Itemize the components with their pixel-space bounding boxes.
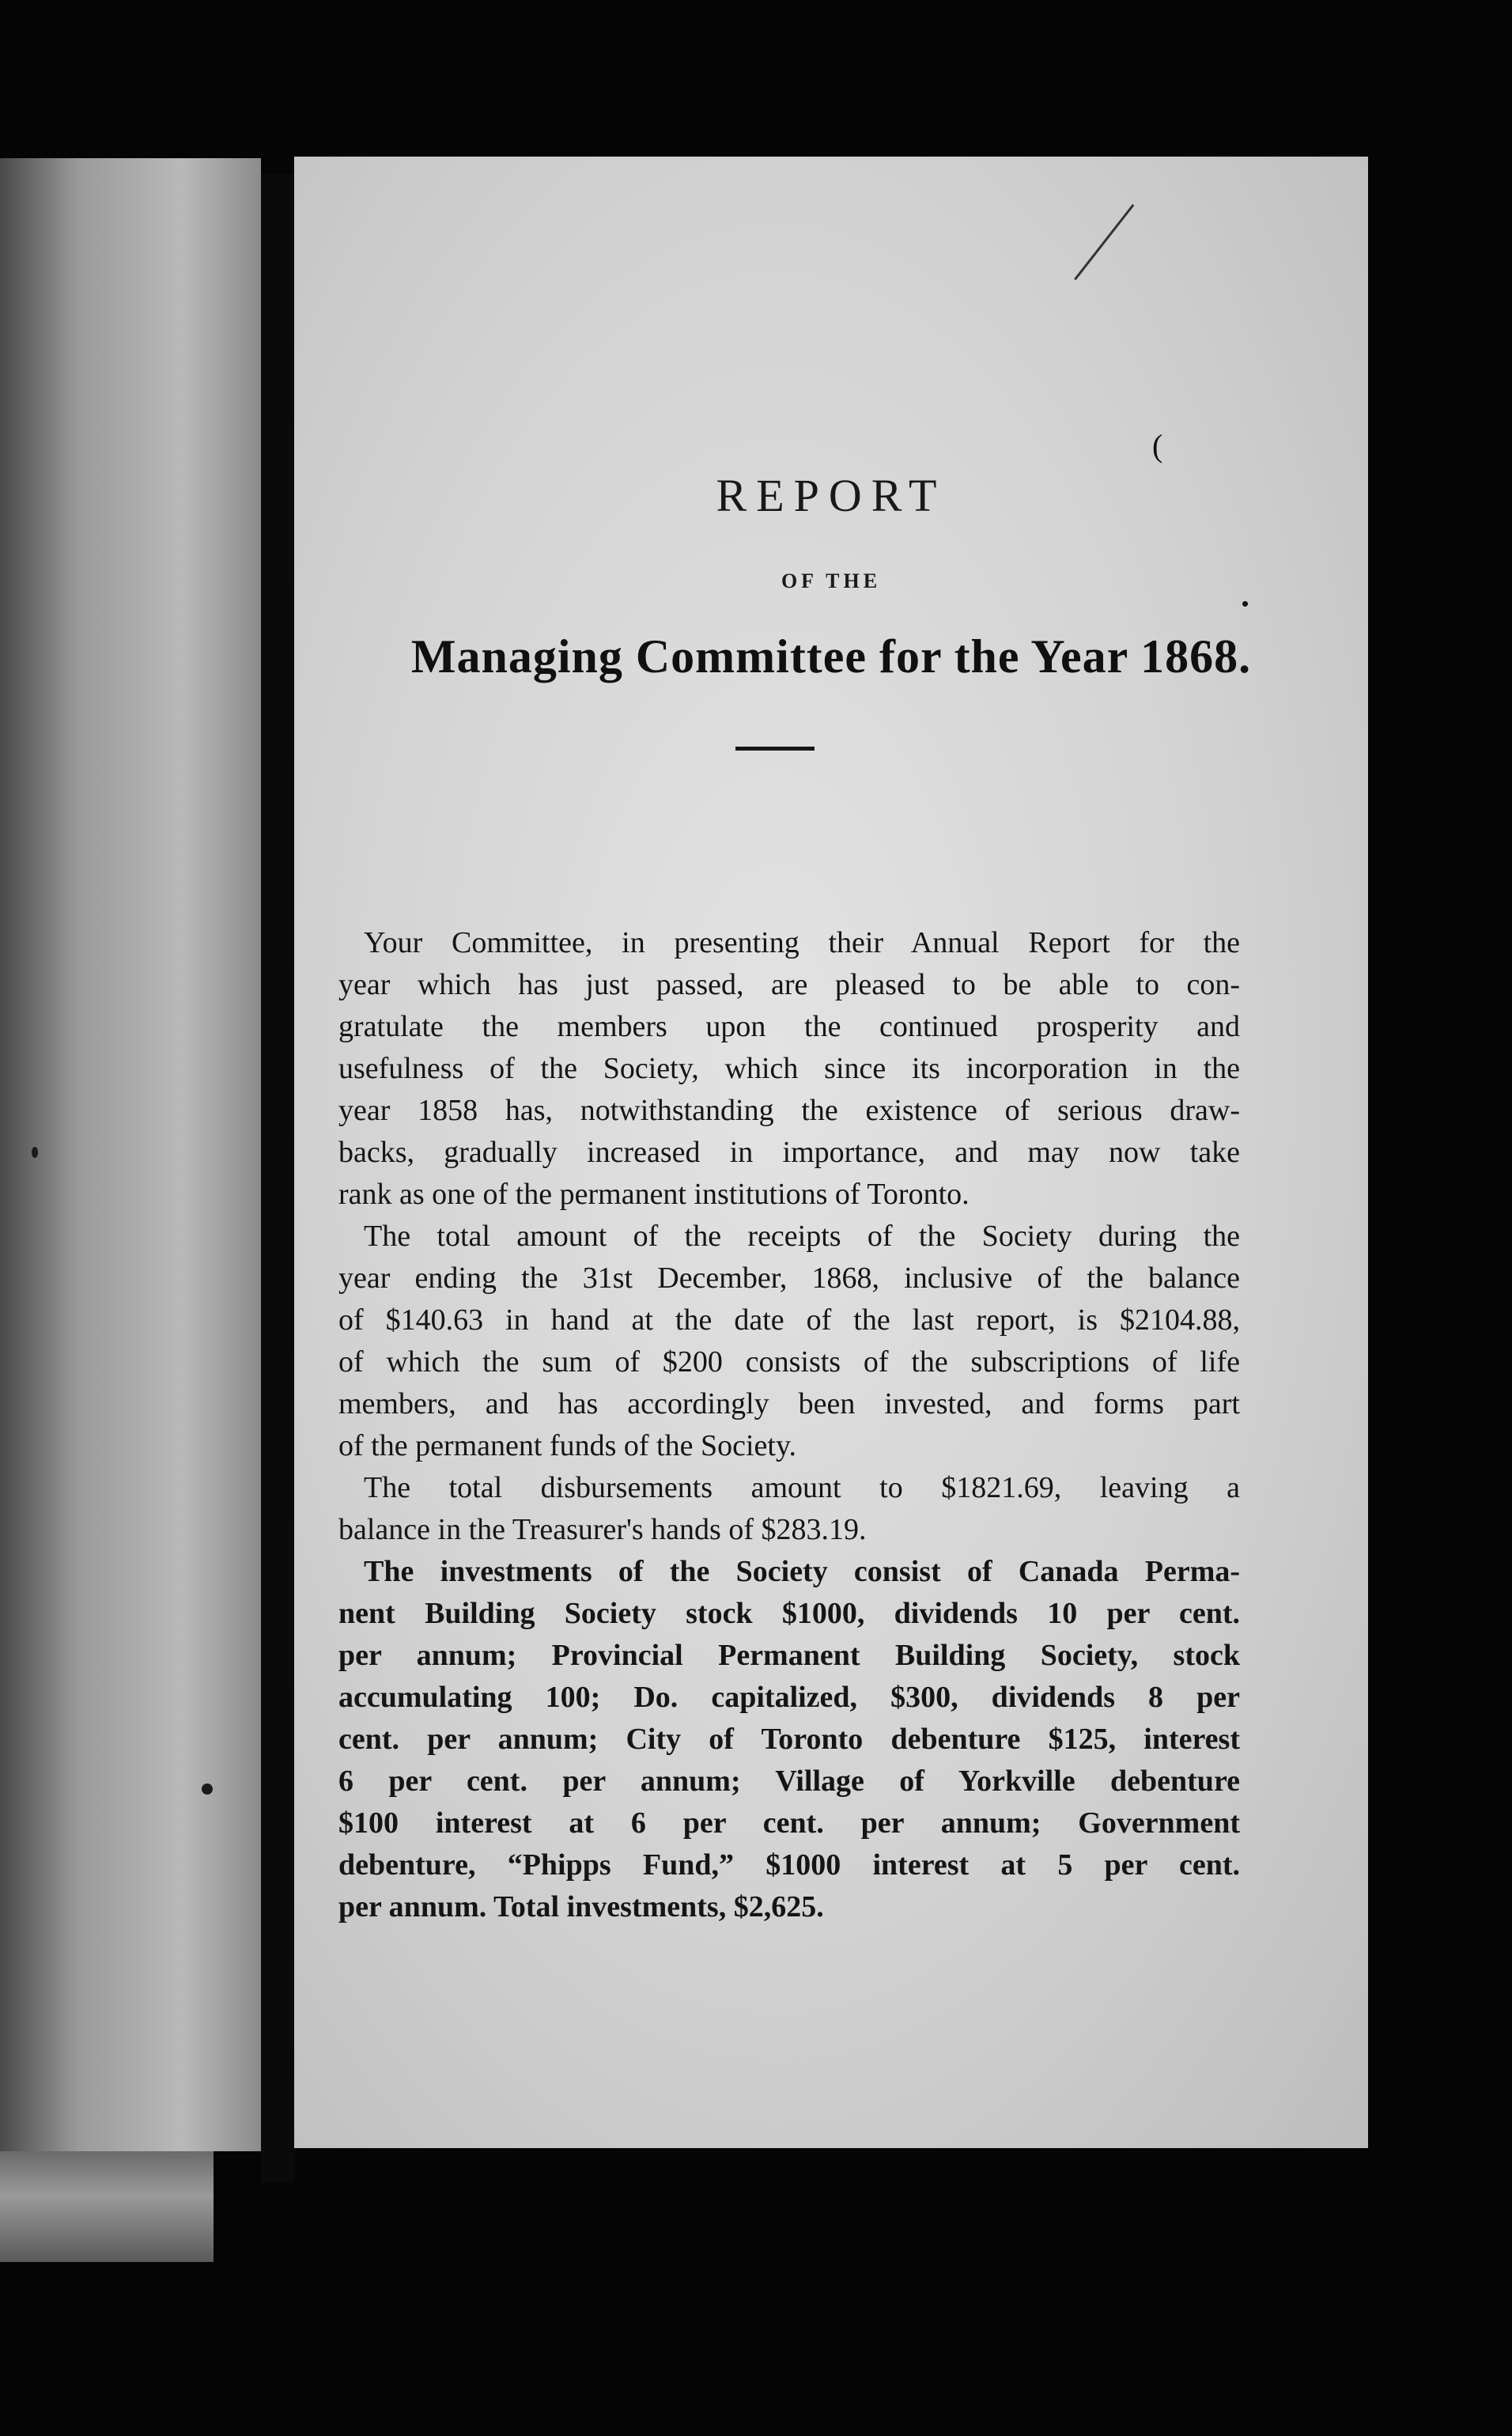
- paragraph-introduction: [338, 922, 1240, 1216]
- text-line: members, and has accordingly been invested, and forms part: [338, 1387, 1240, 1420]
- text-line: year 1858 has, notwithstanding the existence of serious draw-: [338, 1094, 1240, 1127]
- paragraph-receipts: [338, 1216, 1240, 1467]
- binding-gutter: [261, 174, 294, 2183]
- document-page: [294, 157, 1368, 2148]
- text-line: of which the sum of $200 consists of the subscriptions of life: [338, 1345, 1240, 1379]
- text-line: per annum; Provincial Permanent Building Society, stock: [338, 1639, 1240, 1672]
- text-line: balance in the Treasurer's hands of $283.19.: [338, 1513, 867, 1546]
- text-line: year ending the 31st December, 1868, inclusive of the balance: [338, 1262, 1240, 1295]
- report-body: [338, 922, 1240, 1928]
- text-line: backs, gradually increased in importance, and may now take: [338, 1136, 1240, 1169]
- paragraph-disbursements: [338, 1467, 1240, 1551]
- left-page-strip: [0, 2151, 214, 2262]
- title-rule: [735, 747, 815, 751]
- text-line: cent. per annum; City of Toronto debenture $125, interest: [338, 1723, 1240, 1756]
- text-line: accumulating 100; Do. capitalized, $300, dividends 8 per: [338, 1681, 1240, 1714]
- text-line: The total disbursements amount to $1821.69, leaving a: [364, 1471, 1240, 1504]
- text-line: year which has just passed, are pleased to be able to con-: [338, 968, 1240, 1001]
- paragraph-investments: [338, 1551, 1240, 1928]
- text-line: of the permanent funds of the Society.: [338, 1429, 796, 1462]
- text-line: usefulness of the Society, which since its incorporation in the: [338, 1052, 1240, 1085]
- ink-speck: [32, 1147, 38, 1158]
- margin-mark: (: [1152, 428, 1163, 463]
- text-line: debenture, “Phipps Fund,” $1000 interest at 5 per cent.: [338, 1848, 1240, 1882]
- text-line: per annum. Total investments, $2,625.: [338, 1890, 824, 1923]
- ink-speck: [202, 1784, 213, 1795]
- left-page-edge: [0, 158, 261, 2151]
- of-the-subheading: OF THE: [781, 569, 882, 592]
- committee-title: Managing Committee for the Year 1868.: [410, 630, 1252, 683]
- report-heading: REPORT: [716, 470, 947, 521]
- text-line: nent Building Society stock $1000, dividends 10 per cent.: [338, 1597, 1240, 1630]
- text-line: rank as one of the permanent institutions of Toronto.: [338, 1178, 970, 1211]
- text-line: 6 per cent. per annum; Village of Yorkville debenture: [338, 1765, 1240, 1798]
- text-line: gratulate the members upon the continued prosperity and: [338, 1010, 1240, 1043]
- text-line: of $140.63 in hand at the date of the last report, is $2104.88,: [338, 1303, 1240, 1337]
- ink-speck: [1242, 601, 1248, 607]
- text-line: The total amount of the receipts of the Society during the: [364, 1220, 1240, 1253]
- text-line: The investments of the Society consist of Canada Perma-: [364, 1555, 1240, 1588]
- text-line: Your Committee, in presenting their Annual Report for the: [364, 926, 1240, 959]
- pencil-mark: [1074, 204, 1134, 280]
- text-line: $100 interest at 6 per cent. per annum; Government: [338, 1806, 1240, 1840]
